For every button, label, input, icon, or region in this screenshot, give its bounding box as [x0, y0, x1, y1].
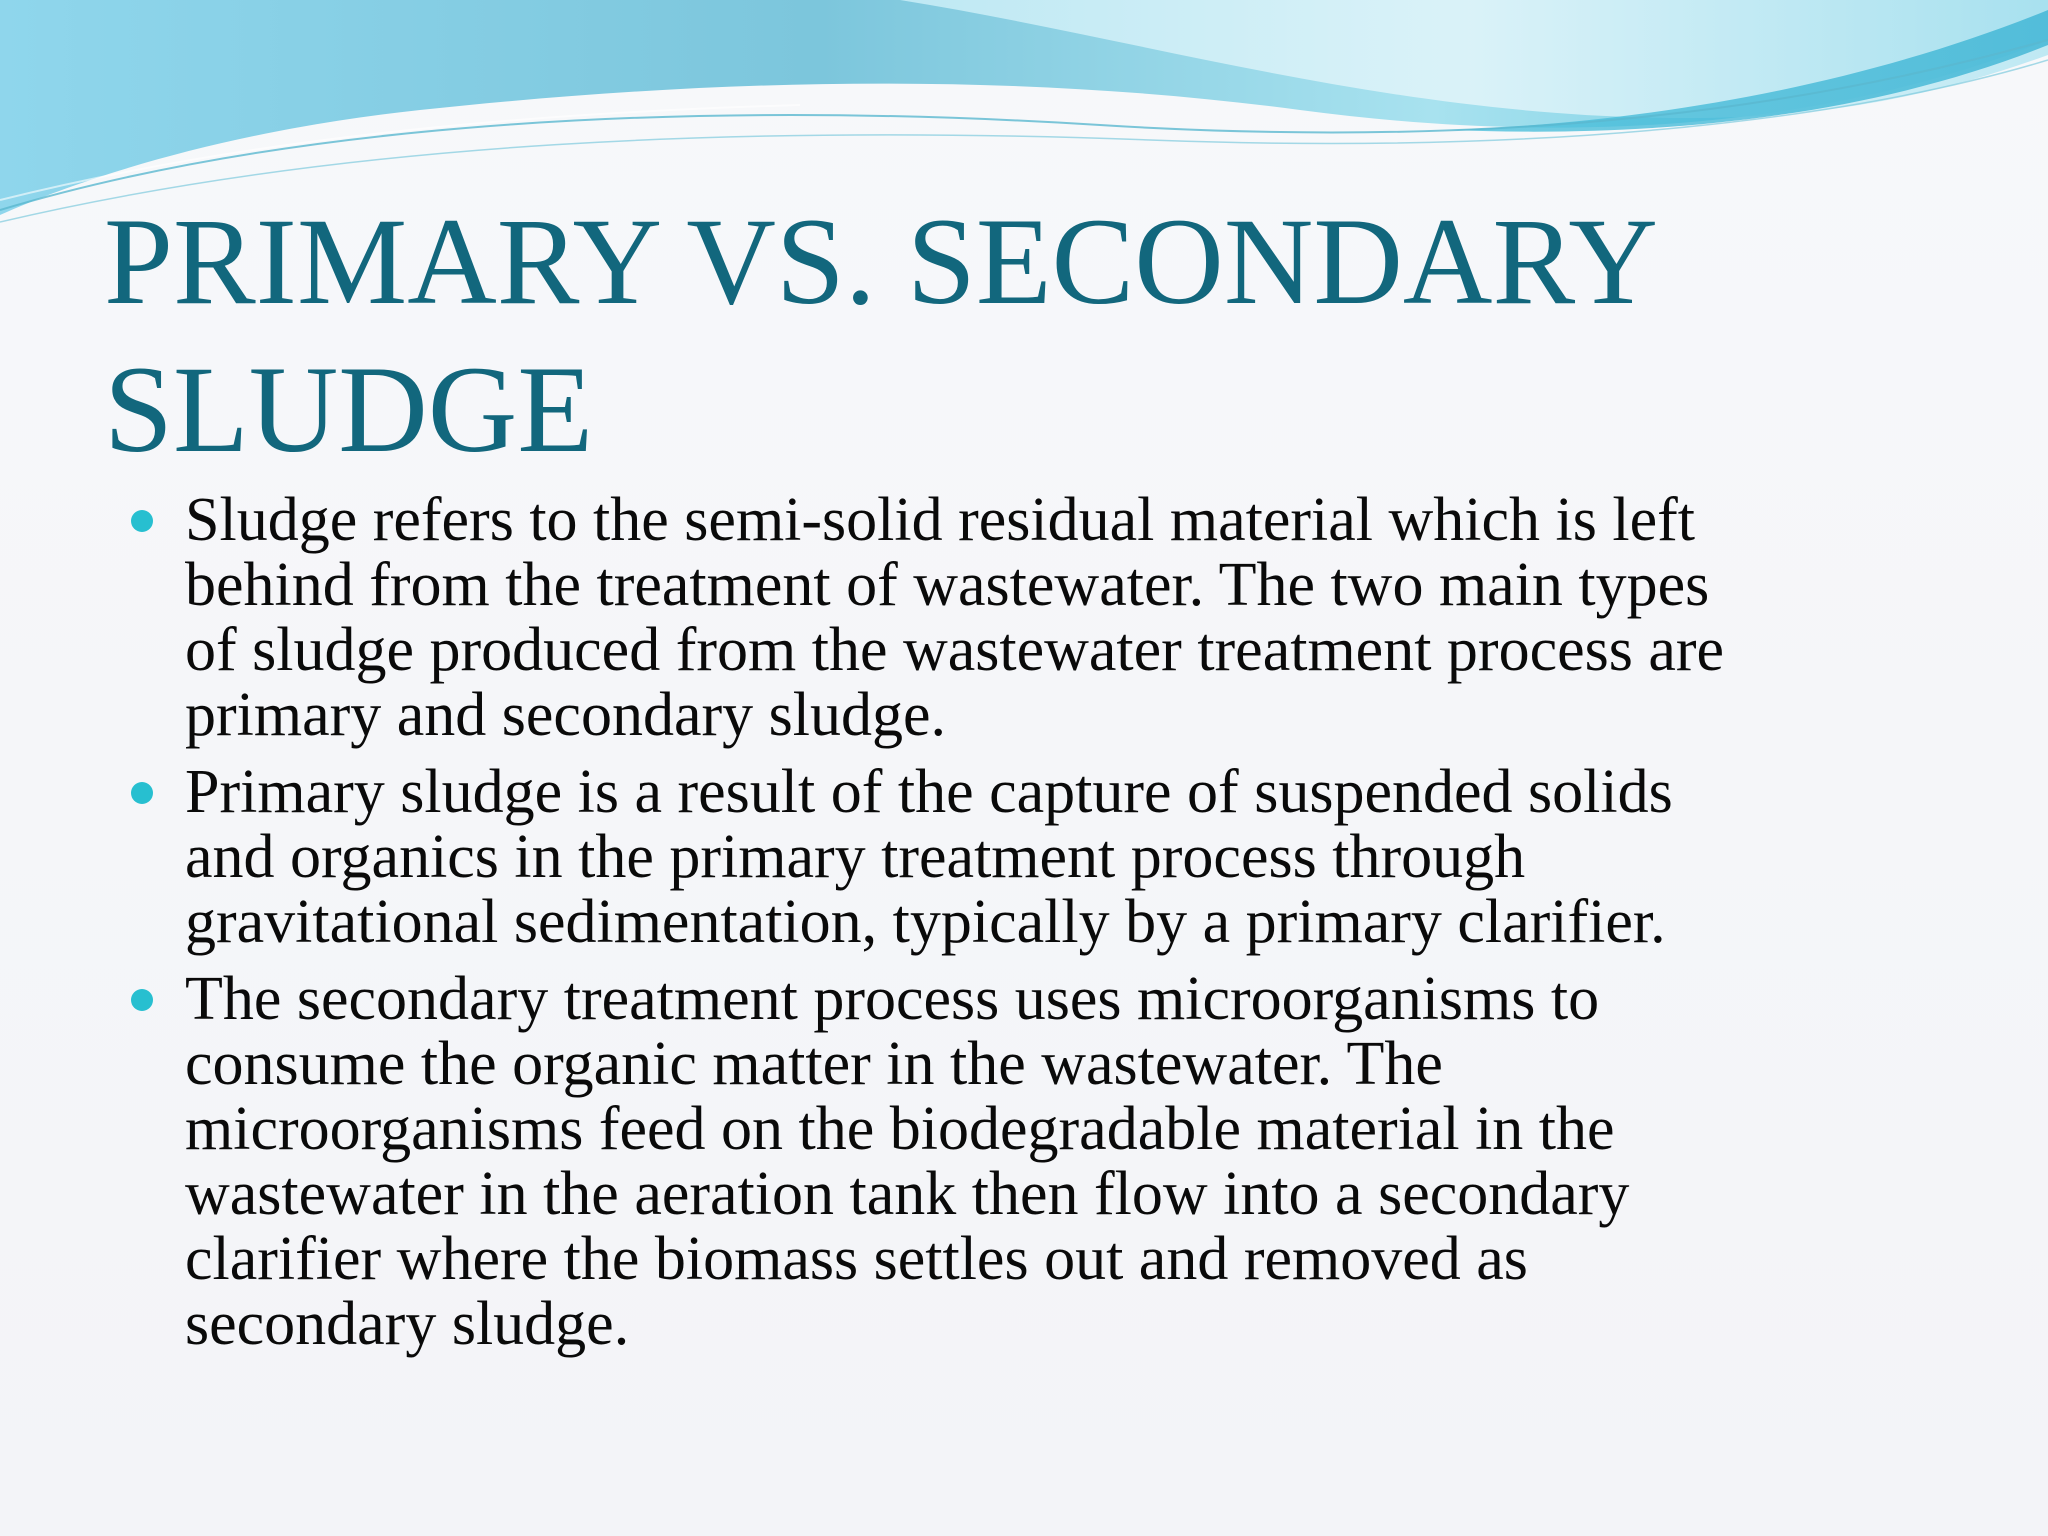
bullet-line: wastewater in the aeration tank then flow into a secondary	[185, 1160, 1630, 1228]
bullet-line: microorganisms feed on the biodegradable material in the	[185, 1095, 1615, 1163]
bullet-line: primary and secondary sludge.	[185, 681, 946, 749]
bullet-line: consume the organic matter in the wastewater. The	[185, 1030, 1443, 1098]
bullet-dot-icon	[131, 782, 153, 804]
title-line-2: SLUDGE	[104, 341, 594, 478]
bullet-line: clarifier where the biomass settles out and removed as	[185, 1225, 1528, 1293]
title-line-1: PRIMARY VS. SECONDARY	[104, 193, 1658, 330]
bullet-line: of sludge produced from the wastewater treatment process are	[185, 616, 1725, 684]
bullet-dot-icon	[131, 989, 153, 1011]
bullet-line: Sludge refers to the semi-solid residual material which is left	[185, 486, 1695, 554]
slide-title	[104, 188, 1964, 484]
bullet-line: Primary sludge is a result of the capture of suspended solids	[185, 758, 1673, 826]
bullet-dot-icon	[131, 510, 153, 532]
bullet-line: The secondary treatment process uses microorganisms to	[185, 965, 1600, 1033]
bullet-item	[0, 488, 2048, 748]
bullet-line: gravitational sedimentation, typically by a primary clarifier.	[185, 888, 1666, 956]
bullet-list	[0, 488, 2048, 1369]
bullet-item	[0, 967, 2048, 1357]
bullet-line: secondary sludge.	[185, 1290, 630, 1358]
bullet-line: and organics in the primary treatment process through	[185, 823, 1526, 891]
bullet-item	[0, 760, 2048, 955]
bullet-line: behind from the treatment of wastewater. The two main types	[185, 551, 1710, 619]
